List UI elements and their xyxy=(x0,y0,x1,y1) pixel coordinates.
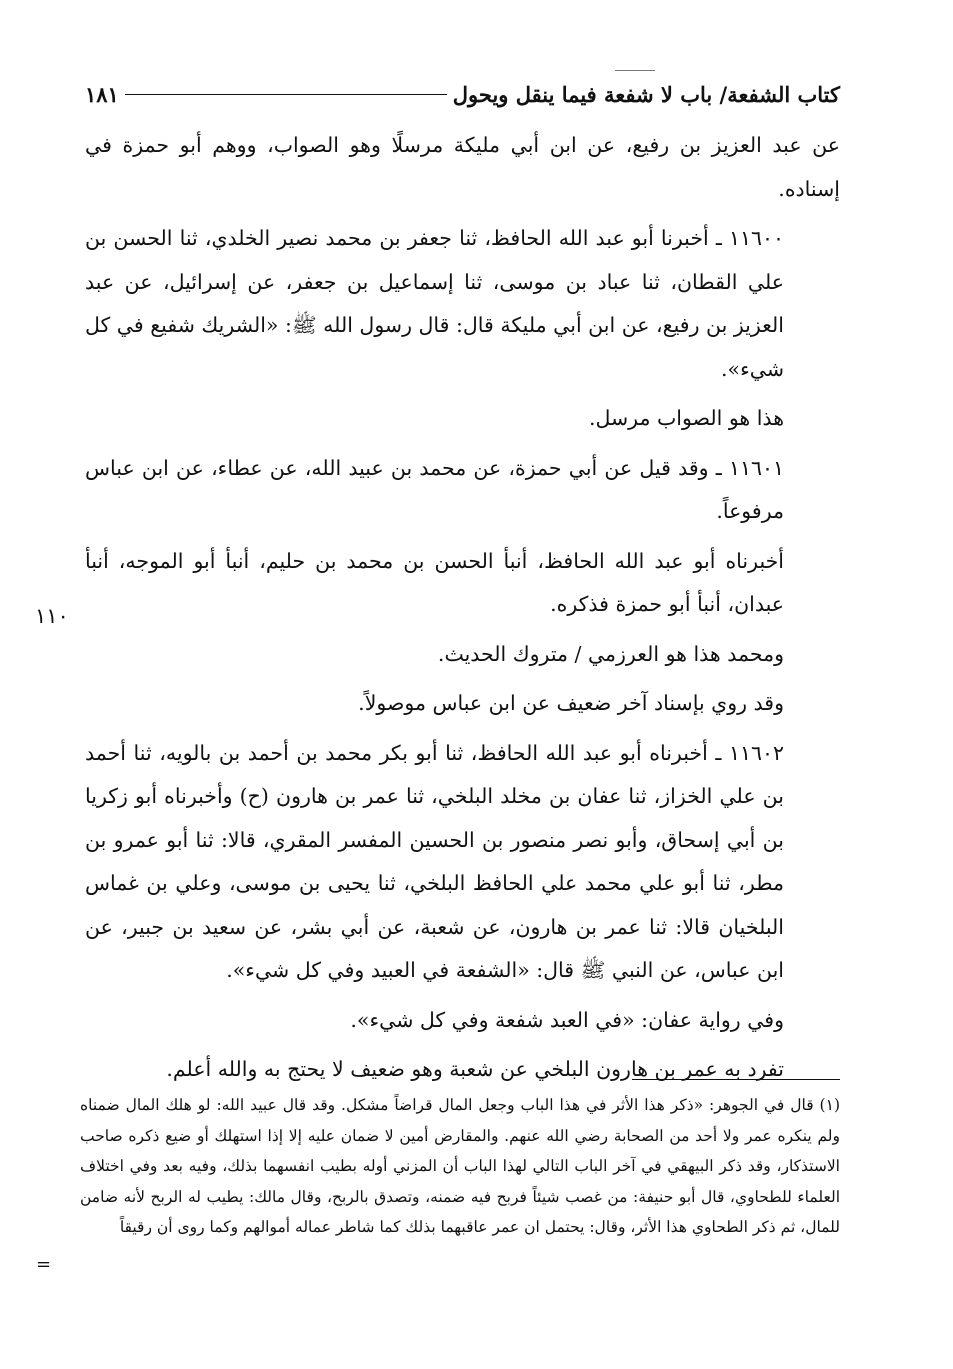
margin-volume-page: ١١٠ xyxy=(35,604,69,628)
footnote-continuation-mark: = xyxy=(36,1254,52,1275)
paragraph: ١١٦٠٢ ـ أخبرناه أبو عبد الله الحافظ، ثنا أبو بكر محمد بن أحمد بن بالويه، ثنا أحمد بن علي الخزاز، ثنا عفان بن مخلد البلخي، ثنا عمر بن هارون (ح) وأخبرناه أبو زكريا بن أبي إسحاق، وأبو نصر منصور بن الحسين المفسر المقري، قالا: ثنا أبو عمرو بن مطر، ثنا أبو علي محمد علي الحافظ البلخي، ثنا يحيى بن موسى، وعلي بن غماس البلخيان قالا: ثنا عمر بن هارون، عن شعبة، عن أبي بشر، عن سعيد بن جبير، عن ابن عباس، عن النبي ﷺ قال: «الشفعة في العبيد وفي كل شيء». xyxy=(85,740,784,982)
page-number: ١٨١ xyxy=(85,81,119,107)
paragraph: أخبرناه أبو عبد الله الحافظ، أنبأ الحسن بن محمد بن حليم، أنبأ أبو الموجه، أنبأ عبدان، أنبأ أبو حمزة فذكره. xyxy=(85,548,784,616)
paragraph: تفرد به عمر بن هارون البلخي عن شعبة وهو ضعيف لا يحتج به والله أعلم. xyxy=(166,1057,784,1081)
chapter-title: كتاب الشفعة/ باب لا شفعة فيما ينقل ويحول xyxy=(452,81,840,107)
paragraph: ومحمد هذا هو العرزمي / متروك الحديث. xyxy=(437,641,784,666)
paragraph: ١١٦٠٠ ـ أخبرنا أبو عبد الله الحافظ، ثنا جعفر بن محمد نصير الخلدي، ثنا الحسن بن علي القطان، ثنا عباد بن موسى، ثنا إسماعيل بن جعفر، عن إسرائيل، عن عبد العزيز بن رفيع، عن ابن أبي مليكة قال: قال رسول الله ﷺ: «الشريك شفيع في كل شيء». xyxy=(85,226,784,381)
header-ornament xyxy=(615,70,655,71)
footnote-separator xyxy=(632,1079,840,1080)
footnotes xyxy=(80,1090,840,1243)
paragraph: هذا هو الصواب مرسل. xyxy=(588,406,784,430)
paragraph: ١١٦٠١ ـ وقد قيل عن أبي حمزة، عن محمد بن عبيد الله، عن عطاء، عن ابن عباس مرفوعاً. xyxy=(85,455,784,523)
paragraph: وقد روي بإسناد آخر ضعيف عن ابن عباس موصولاً. xyxy=(358,691,784,715)
header-rule xyxy=(125,94,447,95)
running-header xyxy=(85,74,840,114)
footnote-1: (١) قال في الجوهر: «ذكر هذا الأثر في هذا الباب وجعل المال قراضاً مشكل. وقد قال عبيد الله: لو هلك المال ضمناه ولم ينكره عمر ولا أحد من الصحابة رضي الله عنهم. والمقارض أمين لا ضمان عليه إلا إذا استهلك أو ضيع ذكره صاحب الاستذكار، وقد ذكر البيهقي في آخر الباب التالي لهذا الباب أن المزني أوله بطيب انفسهما بذلك، وفيه بعد وفي اختلاف العلماء للطحاوي، قال أبو حنيفة: من غصب شيئاً فربح فيه ضمنه، وتصدق بالربح، وقال مالك: يطيب له الربح لأنه ضامن للمال، ثم ذكر الطحاوي هذا الأثر، وقال: يحتمل ان عمر عاقبهما بذلك كما شاطر عماله أموالهم وكما روى أن رقيقاً xyxy=(80,1096,840,1236)
paragraph: عن عبد العزيز بن رفيع، عن ابن أبي مليكة مرسلًا وهو الصواب، ووهم أبو حمزة في إسناده. xyxy=(85,133,840,201)
main-text xyxy=(85,124,840,1098)
paragraph: وفي رواية عفان: «في العبد شفعة وفي كل شيء». xyxy=(350,1007,784,1032)
